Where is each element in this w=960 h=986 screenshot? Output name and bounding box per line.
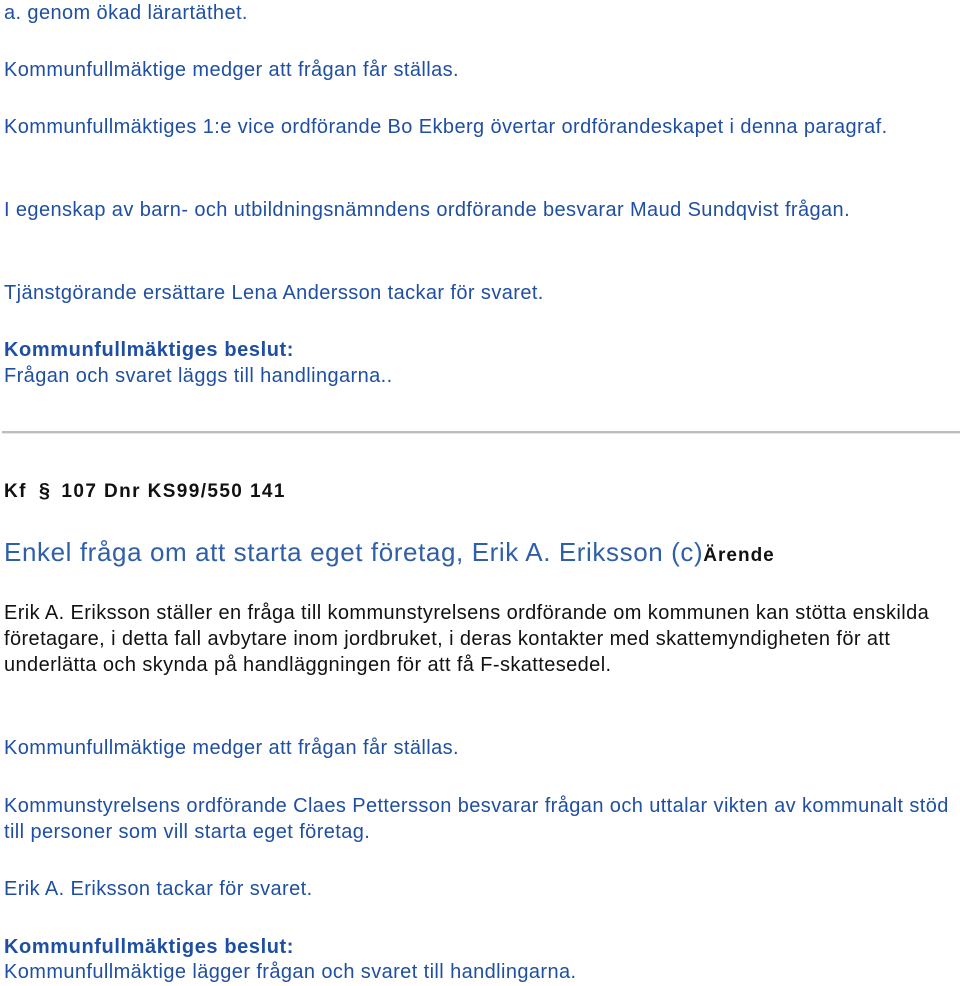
paragraph-thanks: Erik A. Eriksson tackar för svaret.: [4, 878, 313, 900]
text-line-lararthet: a. genom ökad lärartäthet.: [4, 2, 248, 24]
section-prefix: Kf: [4, 480, 27, 502]
decision-label-1: Kommunfullmäktiges beslut:: [4, 339, 295, 361]
text-line-vice-ordforande: Kommunfullmäktiges 1:e vice ordförande Bo Ekberg övertar ordförandeskapet i denna paragraf.: [4, 116, 888, 138]
decision-label-2: Kommunfullmäktiges beslut:: [4, 936, 295, 958]
decision-text-1: Frågan och svaret läggs till handlingarna..: [4, 365, 393, 387]
paragraph-question: Erik A. Eriksson ställer en fråga till kommunstyrelsens ordförande om kommunen kan stötta enskilda företagare, i detta fall avbytare inom jordbruket, i deras kontakter med skattemyndigheten för att underlätta och skynda på handläggningen för att få F-skattesedel.: [4, 602, 930, 676]
horizontal-rule: [2, 431, 960, 434]
paragraph-medger: Kommunfullmäktige medger att frågan får ställas.: [4, 737, 459, 759]
section-title: Enkel fråga om att starta eget företag, Erik A. Eriksson (c): [4, 537, 704, 567]
text-line-besvarar: I egenskap av barn- och utbildningsnämndens ordförande besvarar Maud Sundqvist frågan.: [4, 199, 851, 221]
section-number-dnr: 107 Dnr KS99/550 141: [61, 480, 286, 502]
paragraph-sign-icon: §: [38, 480, 52, 502]
paragraph-answer: Kommunstyrelsens ordförande Claes Pettersson besvarar frågan och uttalar vikten av kommunalt stöd till personer som vill starta eget företag.: [4, 795, 949, 843]
text-line-medger: Kommunfullmäktige medger att frågan får ställas.: [4, 59, 459, 81]
text-line-tackar: Tjänstgörande ersättare Lena Andersson tackar för svaret.: [4, 282, 544, 304]
section-title-row: [4, 537, 775, 568]
decision-text-2: Kommunfullmäktige lägger frågan och svaret till handlingarna.: [4, 961, 577, 983]
section-heading: [4, 480, 286, 503]
arende-label: Ärende: [703, 545, 775, 566]
